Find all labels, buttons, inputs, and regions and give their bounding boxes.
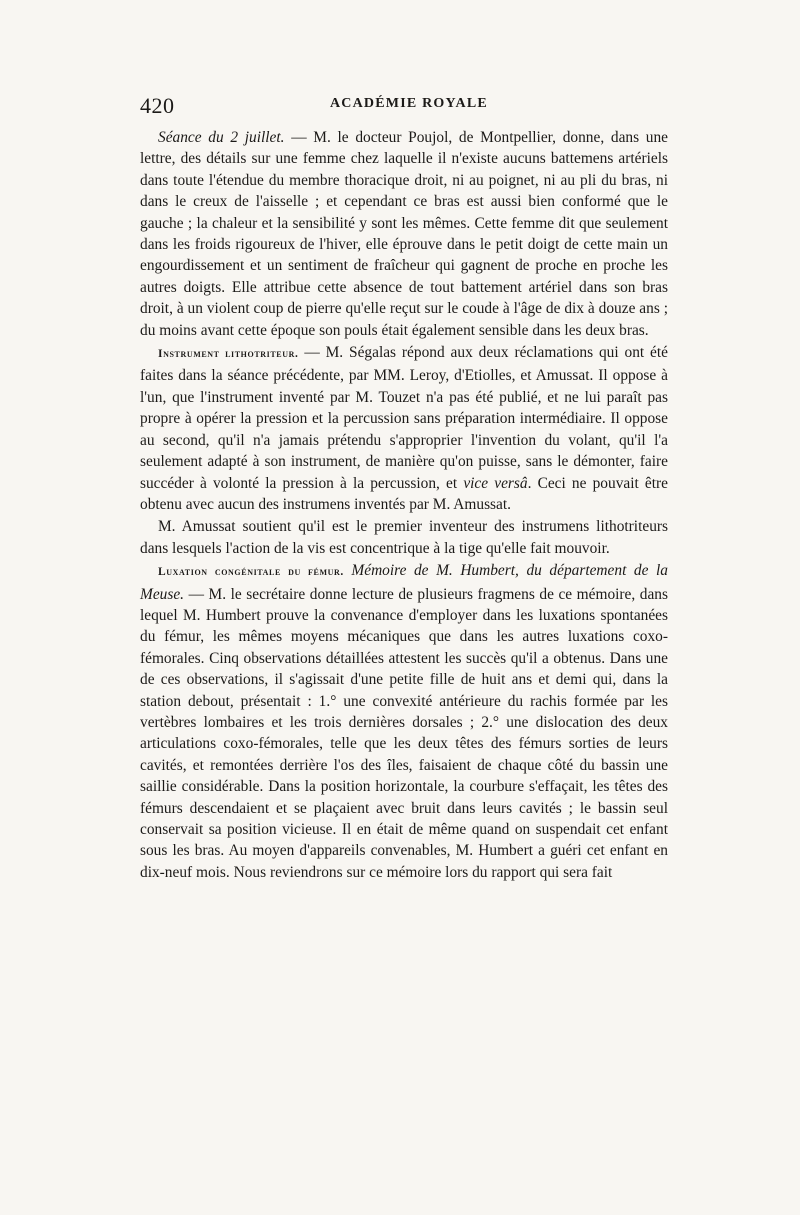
seance-date-heading: Séance du 2 juillet. xyxy=(158,129,285,146)
paragraph-text: — M. le secrétaire donne lecture de plusieurs fragmens de ce mémoire, dans lequel M. Humbert prouve la convenance d'employer dans les luxations spontanées du fémur, les mêmes moyens mécaniques que dans les autres luxations coxo-fémorales. Cinq observations détaillées attestent les succès qu'il a obtenus. Dans une de ces observations, il s'agissait d'une petite fille de huit ans et demi qui, dans la station debout, présentait : 1.° une convexité antérieure du rachis formée par les vertèbres lombaires et les trois dernières dorsales ; 2.° une dislocation des deux articulations coxo-fémorales, telle que les deux têtes des fémurs sorties de leurs cavités, et remontées derrière l'os des îles, faisaient de chaque côté du bassin une saillie considérable. Dans la position horizontale, la courbure s'effaçait, les têtes des fémurs descendaient et se plaçaient avec bruit dans leurs cavités ; le bassin seul conservait sa position vicieuse. Il en était de même quand on suspendait cet enfant sous les bras. Au moyen d'appareils convenables, M. Humbert a guéri cet enfant en dix-neuf mois. Nous reviendrons sur ce mémoire lors du rapport qui sera fait xyxy=(140,585,668,881)
paragraph-lithotriteur xyxy=(140,342,668,515)
paragraph-text: M. Amussat soutient qu'il est le premier inventeur des instrumens lithotriteurs dans lesquels l'action de la vis est concentrique à la tige qu'elle fait mouvoir. xyxy=(140,518,668,557)
italic-phrase: vice versâ xyxy=(463,474,528,492)
section-heading-luxation: Luxation congénitale du fémur. xyxy=(158,566,344,579)
running-head: ACADÉMIE ROYALE xyxy=(330,96,488,111)
paragraph-luxation xyxy=(140,560,668,883)
paragraph-text: — M. le docteur Poujol, de Montpellier, donne, dans une lettre, des détails sur une femme chez laquelle il n'existe aucuns battemens artériels dans toute l'étendue du membre thoracique droit, ni au poignet, ni au pli du bras, ni dans le creux de l'aisselle ; et cependant ce bras est aussi bien conformé que le gauche ; la chaleur et la sensibilité y sont les mêmes. Cette femme dit que seulement dans les froids rigoureux de l'hiver, elle éprouve dans le petit doigt de cette main un engourdissement et un sentiment de fraîcheur qui gagnent de proche en proche les autres doigts. Elle attribue cette absence de tout battement artériel dans son bras droit, à un violent coup de pierre qu'elle reçut sur le coude à l'âge de dix à douze ans ; du moins avant cette époque son pouls était également sensible dans les deux bras. xyxy=(140,129,669,339)
memoir-title: Mémoire de M. Humbert, du département de la Meuse. xyxy=(140,562,668,603)
paragraph-text: . Ceci ne pouvait être obtenu avec aucun des instrumens inventés par M. Amussat. xyxy=(140,474,668,513)
page-header xyxy=(140,93,680,121)
paragraph-text: — M. Ségalas répond aux deux réclamations qui ont été faites dans la séance précédente, par MM. Leroy, d'Etiolles, et Amussat. Il oppose à l'un, que l'instrument inventé par M. Touzet n'a pas été publié, et ne lui paraît pas propre à opérer la pression et la percussion sans préparation intermédiaire. Il oppose au second, qu'il n'a jamais prétendu s'approprier l'invention du volant, qu'il l'a seulement adapté à son instrument, de manière qu'on puisse, sans le démonter, faire succéder à volonté la pression à la percussion, et xyxy=(140,344,668,492)
paragraph-amussat xyxy=(140,516,668,559)
paragraph-seance xyxy=(140,127,668,341)
body-text xyxy=(140,127,668,883)
page-number: 420 xyxy=(140,93,175,118)
section-heading-lithotriteur: Instrument lithotriteur. xyxy=(158,348,299,361)
